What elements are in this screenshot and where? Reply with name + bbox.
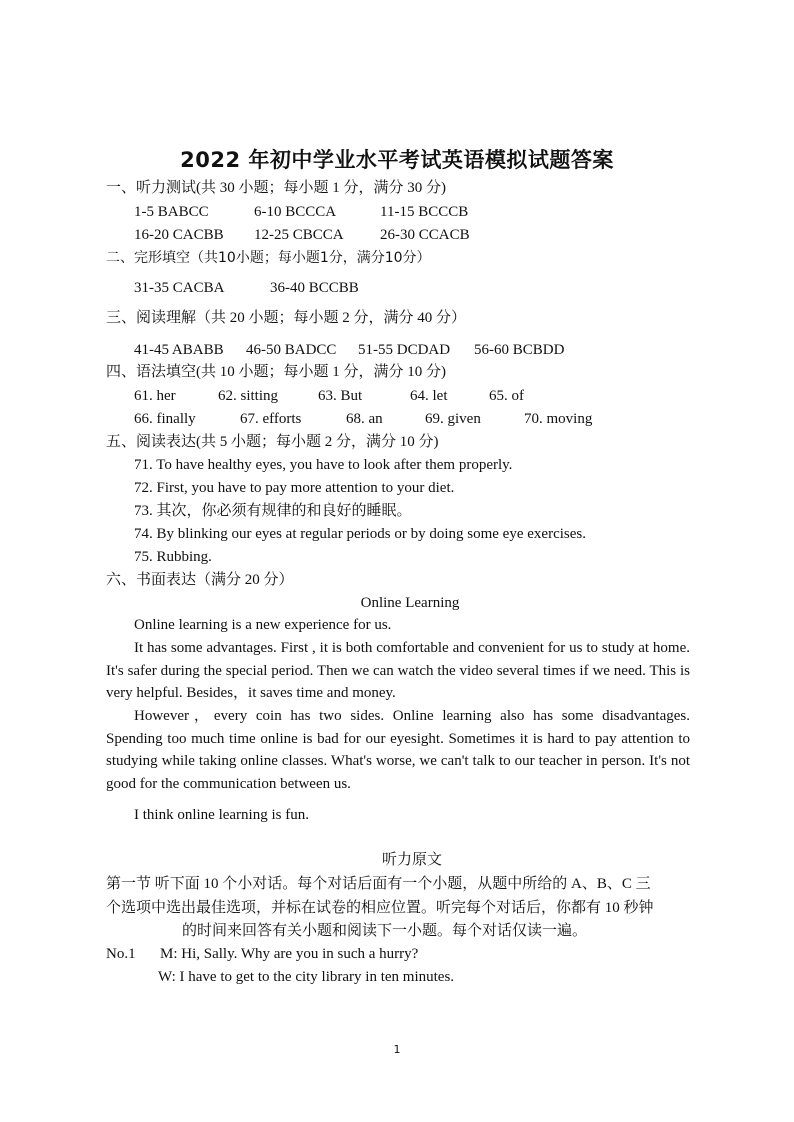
answer-group: 41-45 ABABB [134,342,224,358]
answer-sentence: 73. 其次，你必须有规律的和良好的睡眠。 [134,503,412,519]
essay-title: Online Learning [360,595,460,611]
answer-item: 66. finally [134,411,196,427]
essay-paragraph: It has some advantages. First , it is both comfortable and convenient for us to study at home. It's safer during the special period. Then we can watch the video several times if we need. This is very helpful. Besides，it saves time and money. [106,640,690,702]
page-title: 2022 年初中学业水平考试英语模拟试题答案 [180,148,614,172]
answer-group: 46-50 BADCC [246,342,337,358]
dialogue-number: No.1 [106,946,136,962]
section-5-heading: 五、阅读表达(共 5 小题；每小题 2 分，满分 10 分) [106,434,439,450]
section-3-heading: 三、阅读理解（共 20 小题；每小题 2 分，满分 40 分） [106,310,467,326]
dialogue-line: M: Hi, Sally. Why are you in such a hurry? [160,946,419,962]
answer-group: 36-40 BCCBB [270,280,359,296]
answer-sentence: 75. Rubbing. [134,549,212,565]
answer-group: 12-25 CBCCA [254,227,344,243]
listening-instruction: 个选项中选出最佳选项，并标在试卷的相应位置。听完每个对话后，你都有 10 秒钟 [106,900,654,916]
answer-sentence: 71. To have healthy eyes, you have to look after them properly. [134,457,513,473]
essay-paragraph: Online learning is a new experience for us. [134,617,392,633]
section-2-heading: 二、完形填空（共10小题；每小题1分，满分10分） [106,250,431,266]
essay-paragraph: However，every coin has two sides. Online learning also has some disadvantages. Spending too much time online is bad for our eyesight. Sometimes it is hard to pay attention to studying while taking online classes. What's worse, we can't talk to our teacher in person. It's not good for the communication between us. [106,708,690,793]
listening-instruction: 第一节 听下面 10 个小对话。每个对话后面有一个小题，从题中所给的 A、B、C 三 [106,876,651,892]
answer-item: 69. given [425,411,481,427]
answer-group: 51-55 DCDAD [358,342,451,358]
answer-item: 68. an [346,411,383,427]
section-1-heading: 一、听力测试(共 30 小题；每小题 1 分，满分 30 分) [106,180,446,196]
answer-item: 64. let [410,388,448,404]
answer-item: 62. sitting [218,388,279,404]
answer-group: 26-30 CCACB [380,227,470,243]
essay-paragraph: I think online learning is fun. [134,807,309,823]
answer-group: 1-5 BABCC [134,204,209,220]
answer-item: 61. her [134,388,176,404]
page-number: 1 [393,1043,401,1056]
answer-item: 63. But [318,388,363,404]
answer-item: 70. moving [524,411,593,427]
answer-sentence: 74. By blinking our eyes at regular periods or by doing some eye exercises. [134,526,586,542]
listening-instruction: 的时间来回答有关小题和阅读下一小题。每个对话仅读一遍。 [182,923,588,939]
dialogue-line: W: I have to get to the city library in ten minutes. [158,969,455,985]
answer-item: 65. of [489,388,524,404]
answer-group: 11-15 BCCCB [380,204,469,220]
section-6-heading: 六、书面表达（满分 20 分） [106,572,294,588]
answer-item: 67. efforts [240,411,302,427]
answer-group: 6-10 BCCCA [254,204,337,220]
answer-group: 16-20 CACBB [134,227,224,243]
answer-sentence: 72. First, you have to pay more attention to your diet. [134,480,455,496]
answer-group: 31-35 CACBA [134,280,225,296]
answer-group: 56-60 BCBDD [474,342,565,358]
section-4-heading: 四、语法填空(共 10 小题；每小题 1 分，满分 10 分) [106,364,446,380]
listening-heading: 听力原文 [381,852,442,868]
